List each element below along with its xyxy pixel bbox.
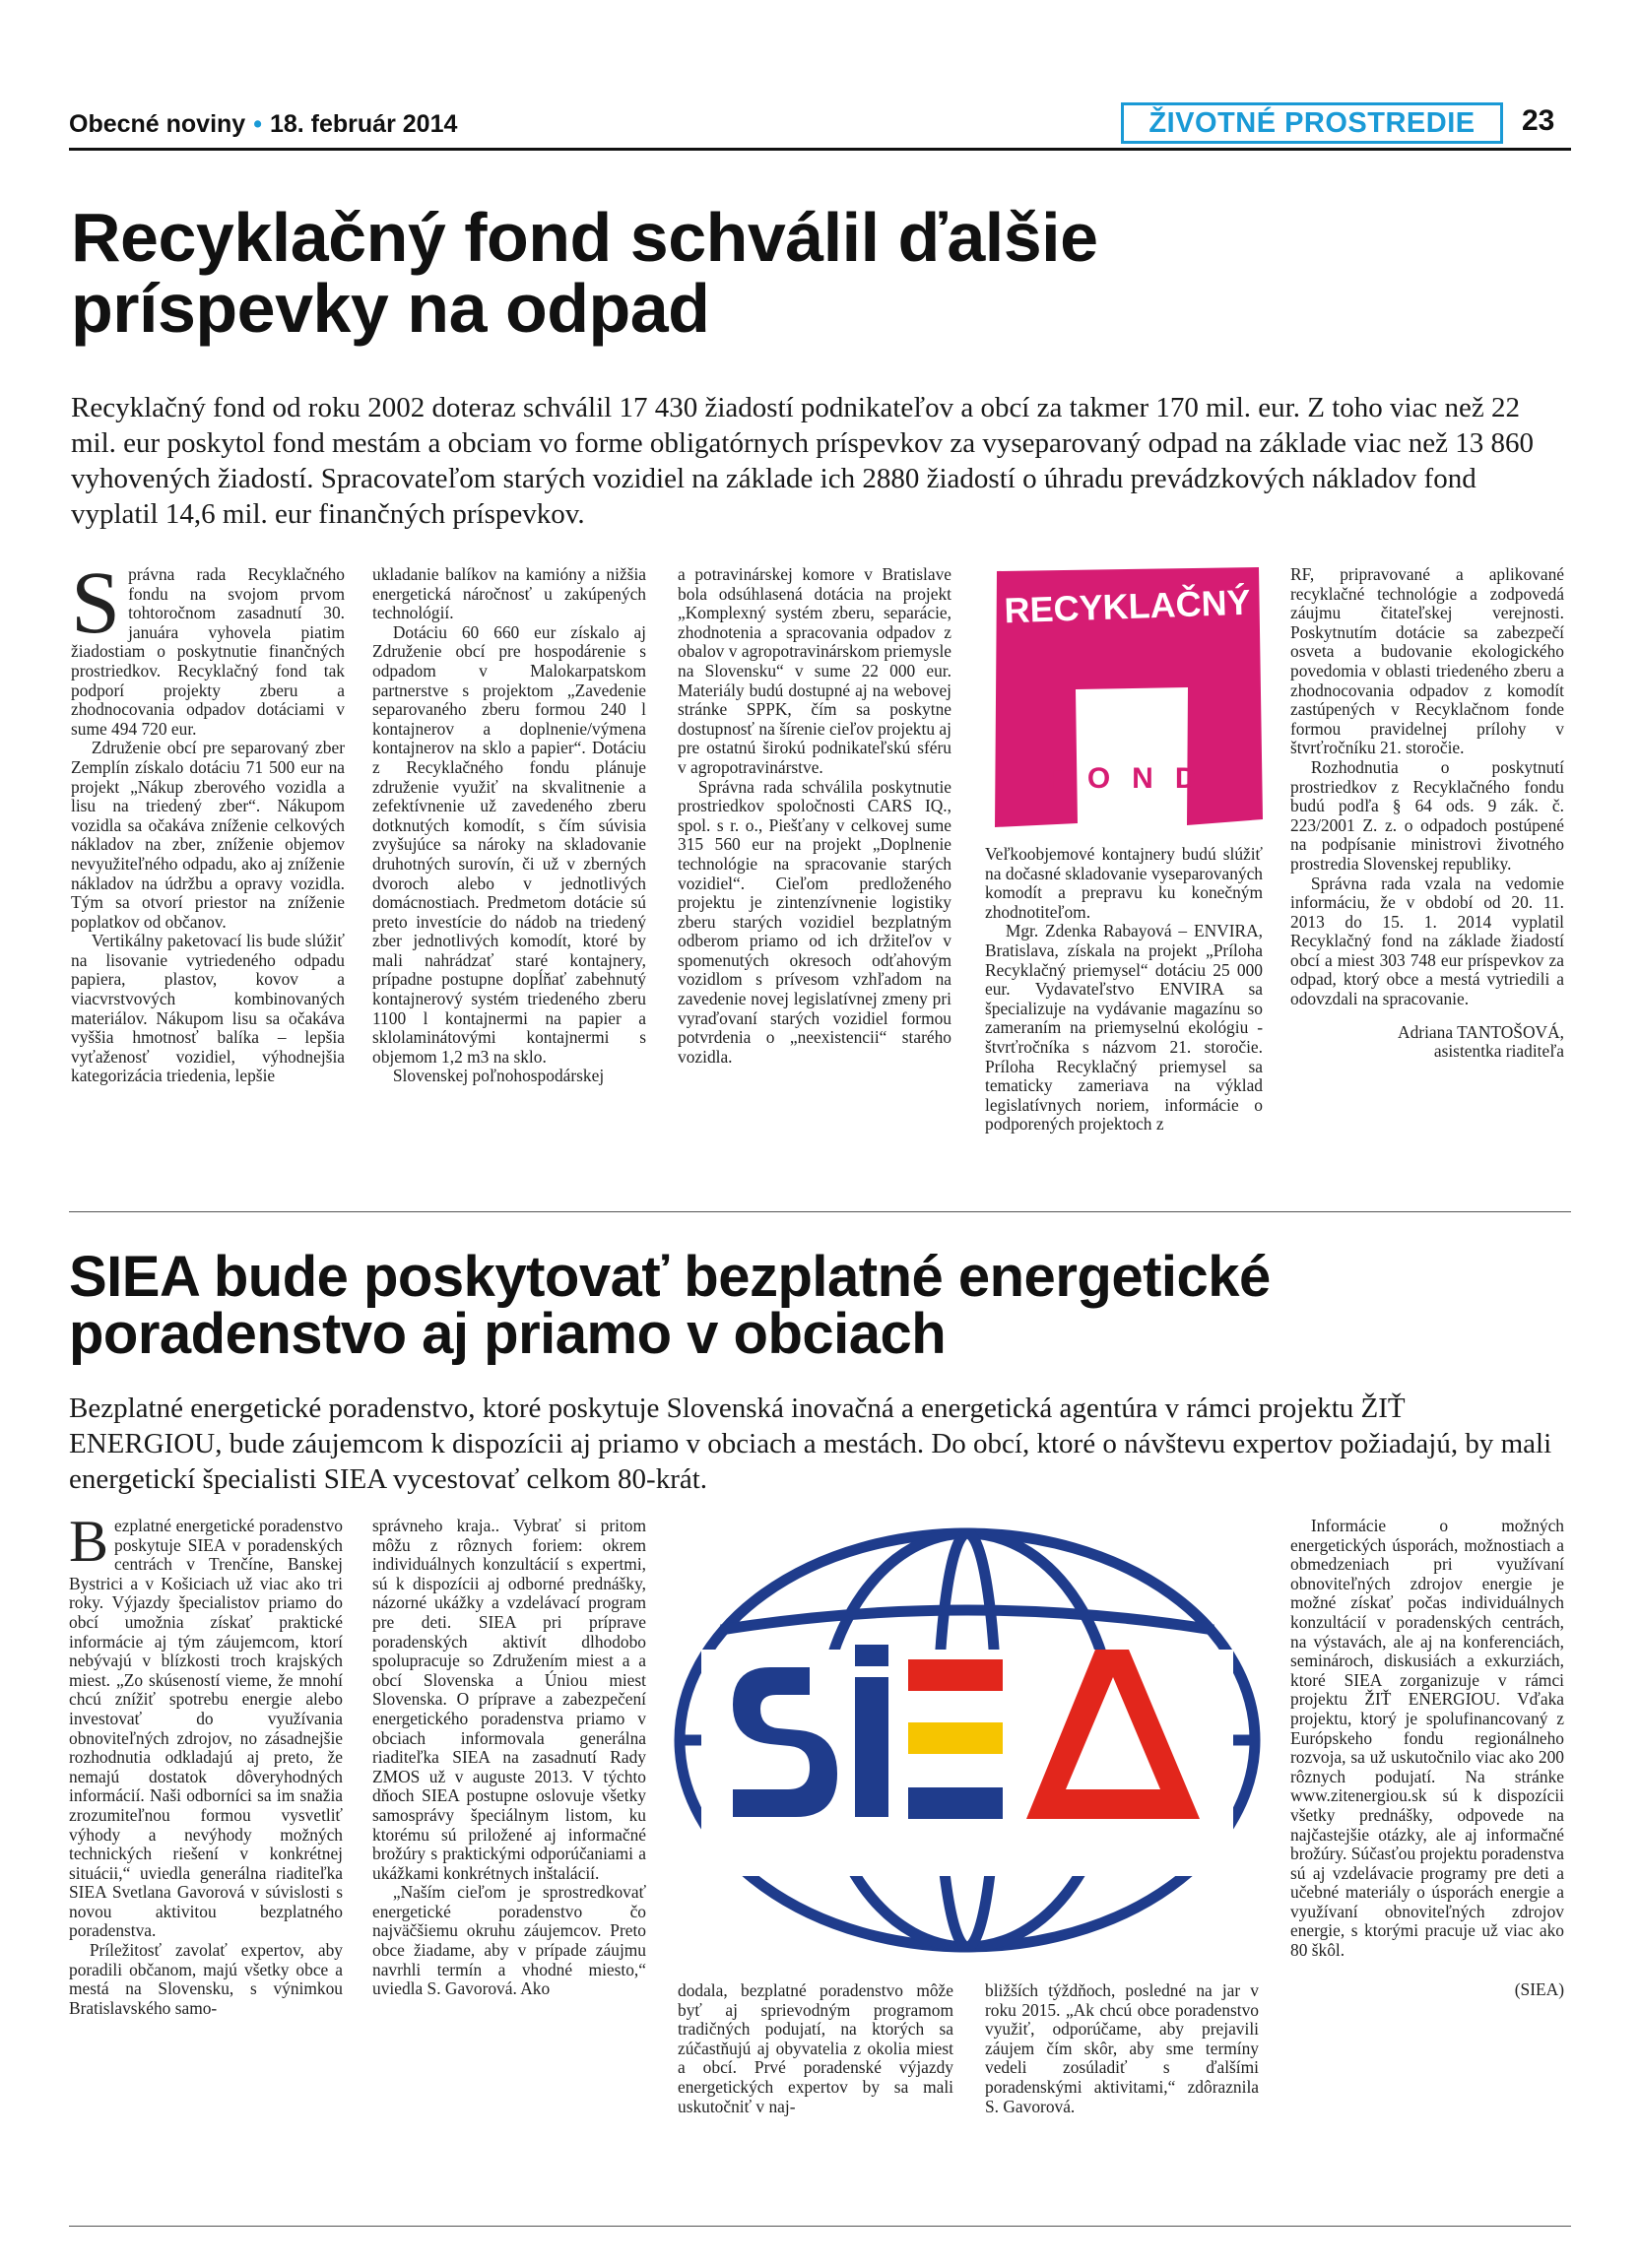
headline-line: príspevky na odpad xyxy=(71,270,710,347)
siea-logo-text: SIEA xyxy=(662,1512,665,1513)
author-role: asistentka riaditeľa xyxy=(1433,1041,1564,1062)
paragraph: dodala, bezplatné poradenstvo môže byť aj sprievodným programom tradičných podujatí, na ktorých sa zúčastňujú aj obyvatelia z okolia miest a obcí. Prvé poradenské výjazdy energetických expertov by sa mali uskutočniť v naj- xyxy=(678,1980,953,2116)
paragraph: Slovenskej poľnohospodárskej xyxy=(392,1066,605,1086)
headline-line: Recyklačný fond schválil ďalšie xyxy=(71,199,1098,276)
article1-column-5 xyxy=(1290,565,1564,1062)
paragraph: „Naším cieľom je sprostredkovať energetické poradenstvo čo najväčšiemu okruhu záujemcov. Preto obce žiadame, aby v prípade záujmu navrhli termín a vhodné miesto,“ uviedla S. Gavorová. Ako xyxy=(372,1882,646,1999)
article2-headline xyxy=(69,1245,1546,1366)
article2-column-3 xyxy=(678,1981,953,2116)
headline-line: poradenstvo aj priamo v obciach xyxy=(69,1302,947,1366)
article2-column-2 xyxy=(372,1517,646,1999)
paragraph: Mgr. Zdenka Rabayová – ENVIRA, Bratislava, získala na projekt „Príloha Recyklačný priemysel“ dotáciu 25 000 eur. Vydavateľstvo ENVIRA sa špecializuje na vydávanie magazínu so zameraním na priemyselnú ekológiu - štvrťročníka s názvom 21. storočie. Príloha Recyklačný priemysel sa tematicky zameriava na výklad legislatívnych noriem, informácie o podporených projektoch z xyxy=(985,921,1263,1134)
paragraph: Správna rada vzala na vedomie informáciu, že v období od 20. 11. 2013 do 15. 1. 2014 vyplatil Recyklačný fond na základe žiadostí obcí a miest 303 748 eur príspevkov za odpad, ktorý obce a mestá vytriedili a odovzdali na spracovanie. xyxy=(1290,873,1564,1009)
paragraph: Vertikálny paketovací lis bude slúžiť na lisovanie vytriedeného odpadu papiera, plastov, kovov a viacvrstvových kombinovaných materiálov. Nákupom lisu sa očakáva vyššia hmotnosť balíka – lepšia vyťaženosť vozidiel, výhodnejšia kategorizácia triedenia, lepšie xyxy=(71,931,345,1086)
article-divider xyxy=(69,1211,1571,1212)
masthead xyxy=(69,110,457,139)
logo-word-bottom: FOND xyxy=(1047,762,1218,795)
paragraph: Veľkoobjemové kontajnery budú slúžiť na dočasné skladovanie vyseparovaných komodít a prepravu ku konečným zhodnotiteľom. xyxy=(985,844,1263,922)
page-number: 23 xyxy=(1522,104,1555,137)
logo-graphic xyxy=(985,561,1271,837)
logo-word-top: RECYKLAČNÝ xyxy=(1003,581,1252,631)
issue-date: 18. február 2014 xyxy=(269,110,458,138)
separator-dot: • xyxy=(253,110,262,138)
article1-column-2 xyxy=(372,565,646,1086)
footer-rule xyxy=(69,2226,1571,2227)
author-name: Adriana TANTOŠOVÁ, xyxy=(1398,1021,1564,1042)
article2-lead: Bezplatné energetické poradenstvo, ktoré poskytuje Slovenská inovačná a energetická agentúra v rámci projektu ŽIŤ ENERGIOU, bude záujemcom k dispozícii aj priamo v obciach a mestách. Do obcí, ktoré o návštevu expertov požiadajú, by mali energetickí špecialisti SIEA vycestovať celkom 80-krát. xyxy=(69,1393,1552,1495)
article1-column-3 xyxy=(678,565,951,1067)
dropcap: S xyxy=(71,554,121,652)
dropcap: B xyxy=(69,1509,109,1574)
article1-lead: Recyklačný fond od roku 2002 doteraz schválil 17 430 žiadostí podnikateľov a obcí za takmer 170 mil. eur. Z toho viac než 22 mil. eur poskytol fond mestám a obciam vo forme obligatórnych príspevkov za vyseparovaný odpad na základe viac než 13 860 vyhovených žiadostí. Spracovateľom starých vozidiel na základe ich 2880 žiadostí o úhradu prevádzkových nákladov fond vyplatil 14,6 mil. eur finančných príspevkov. xyxy=(71,392,1535,530)
paragraph: Informácie o možných energetických úsporách, možnostiach a obmedzeniach pri využívaní obnoviteľných zdrojov energie je možné získať počas individuálnych konzultácií v poradenských centrách, na výstavách, ale aj na konferenciách, seminároch, diskusiách a exkurziách, ktoré SIEA zorganizuje v rámci projektu ŽIŤ ENERGIOU. Vďaka projektu, ktorý je spolufinancovaný z Európskeho fondu regionálneho rozvoja, sa už uskutočnilo viac ako 200 rôznych podujatí. Na stránke www.zitenergiou.sk sú k dispozícii všetky prednášky, odpovede na najčastejšie otázky, ale aj informačné brožúry. Súčasťou projektu poradenstva sú aj vzdelávacie programy pre deti a učebné materiály o úsporách energie a využívaní obnoviteľných zdrojov energie, s ktorými pracuje už viac ako 80 škôl. xyxy=(1290,1516,1564,1961)
recyklacny-fond-logo xyxy=(985,561,1271,837)
paragraph: správneho kraja.. Vybrať si pritom môžu z rôznych foriem: okrem individuálnych konzultácií s expertmi, sú k dispozícii aj odborné prednášky, názorné ukážky a vzdelávací program pre deti. SIEA pri príprave poradenských aktivít dlhodobo spolupracuje so Združením miest a a obcí Slovenska a Úniou miest Slovenska. O príprave a zabezpečení energetického poradenstva priamo v obciach informovala generálna riaditeľka SIEA na zasadnutí Rady ZMOS už v auguste 2013. V týchto dňoch SIEA postupne oslovuje všetky samosprávy špeciálnym listom, ku ktorému sú priložené aj informačné brožúry s praktickými odporúčaniami a ukážkami konkrétnych inštalácií. xyxy=(372,1516,646,1883)
paragraph: Združenie obcí pre separovaný zber Zemplín získalo dotáciu 71 500 eur na projekt „Nákup zberového vozidla a lisu na triedený zber“. Nákupom vozidla sa očakáva zníženie celkových nákladov na zber, zníženie objemov nevyužiteľného odpadu, ako aj zníženie nákladov na údržbu a opravy vozidla. Tým sa otvorí priestor na zníženie poplatkov od občanov. xyxy=(71,738,345,932)
paragraph: Dotáciu 60 660 eur získalo aj Združenie obcí pre hospodárenie s odpadom v Malokarpatskom partnerstve s projektom „Zavedenie separovaného zberu formou 240 l kontajnerov a doplnenie/výmena kontajnerov na sklo a papier“. Dotáciu z Recyklačného fondu plánuje združenie využiť na skvalitnenie a zefektívnenie už zavedeného zberu dotknutých komodít, s čím súvisia zvyšujúce sa nároky na skladovanie druhotných surovín, či už v zberných dvoroch alebo v jednotlivých domácnostiach. Predmetom dotácie sú preto investície do nádob na triedený zber jednotlivých komodít, ktoré by mali nahrádzať staré kontajnery, prípadne postupne dopĺňať zabehnutý kontajnerový systém triedeného zberu 1100 l kontajnermi na papier a sklolaminátovými kontajnermi s objemom 1,2 m3 na sklo. xyxy=(372,621,646,1067)
article2-column-5 xyxy=(1290,1517,1564,1999)
paragraph: Príležitosť zavolať expertov, aby poradili občanom, majú všetky obce a mestá na Slovensku, s výnimkou Bratislavského samo- xyxy=(69,1940,343,2018)
article1-column-1 xyxy=(71,554,345,1086)
paragraph: RF, pripravované a aplikované recyklačné technológie a zodpovedá záujmu čitateľskej verejnosti. Poskytnutím dotácie sa zabezpečí osveta a budovanie ekologického povedomia v oblasti triedeného zberu a zhodnocovania odpadov z komodít zastúpených v Recyklačnom fonde formou pravidelnej prílohy v štvrťročníku 21. storočie. xyxy=(1290,564,1564,758)
paragraph: Správna rada schválila poskytnutie prostriedkov spoločnosti CARS IQ., spol. s r. o., Piešťany v celkovej sume 315 560 eur na projekt „Doplnenie technológie na spracovanie starých vozidiel“. Cieľom predloženého projektu je zintenzívnenie logistiky zberu starých vozidiel bezplatným odberom priamo od ich držiteľov v spomenutých okresoch odťahovým vozidlom s prívesom vzhľadom na zavedenie novej legislatívnej zmeny pri vyraďovaní starých vozidiel formou potvrdenia o „neexistencii“ starého vozidla. xyxy=(678,776,951,1067)
article1-headline xyxy=(71,199,1548,347)
paragraph: a potravinárskej komore v Bratislave bola odsúhlasená dotácia na projekt „Komplexný systém zberu, separácie, zhodnotenia a spracovania odpadov z obalov v agropotravinárskom priemysle na Slovensku“ v sume 22 000 eur. Materiály budú dostupné aj na webovej stránke SPPK, čím sa poskytne dostupnosť na šírenie cieľov projektu aj pre ostatnú širokú podnikateľskú sféru v agropotravinárstve. xyxy=(678,564,951,777)
siea-globe-graphic xyxy=(662,1512,1273,1965)
article2-column-1 xyxy=(69,1509,343,2018)
paragraph: Rozhodnutia o poskytnutí prostriedkov z Recyklačného fondu budú podľa § 64 ods. 9 zák. č. 223/2001 Z. z. o odpadoch postúpené na podpísanie ministrovi životného prostredia Slovenskej republiky. xyxy=(1290,756,1564,874)
paragraph: bližších týždňoch, posledné na jar v roku 2015. „Ak chcú obce poradenstvo využiť, odporúčame, aby prejavili záujem čím skôr, aby sme termíny vedeli zosúladiť s ďalšími poradenskými aktivitami,“ zdôraznila S. Gavorová. xyxy=(985,1980,1259,2116)
siea-logo xyxy=(662,1512,1273,1965)
article1-column-4 xyxy=(985,845,1263,1134)
signature: (SIEA) xyxy=(1514,1978,1564,1999)
headline-line: SIEA bude poskytovať bezplatné energetické xyxy=(69,1245,1271,1309)
header-rule xyxy=(69,148,1571,151)
paragraph: ezplatné energetické poradenstvo poskytuje SIEA v poradenských centrách v Trenčíne, Banskej Bystrici a v Košiciach už viac ako tri roky. Výjazdy špecialistov priamo do obcí umožnia získať praktické informácie aj tým záujemcom, ktorí nebývajú v blízkosti troch krajských miest. „Zo skúseností vieme, že mnohí chcú znížiť spotrebu energie alebo investovať do využívania obnoviteľných zdrojov, no zásadnejšie rozhodnutia odkladajú aj preto, že nemajú dostatok dôveryhodných informácií. Naši odborníci sa im snažia zrozumiteľnou formou vysvetliť výhody a nevýhody možných technických riešení v konkrétnej situácii,“ uviedla generálna riaditeľka SIEA Svetlana Gavorová v súvislosti s novou aktivitou bezplatného poradenstva. xyxy=(69,1516,343,1941)
publication-name: Obecné noviny xyxy=(69,110,246,138)
paragraph: ukladanie balíkov na kamióny a nižšia energetická náročnosť u zakúpených technológií. xyxy=(372,564,646,623)
paragraph: právna rada Recyklačného fondu na svojom prvom tohtoročnom zasadnutí 30. januára vyhovela piatim žiadostiam o poskytnutie finančných prostriedkov. Recyklačný fond tak podporí projekty zberu a zhodnocovania odpadov dotáciami v sume 494 720 eur. xyxy=(71,564,345,739)
section-label: ŽIVOTNÉ PROSTREDIE xyxy=(1121,102,1503,144)
article2-column-4 xyxy=(985,1981,1259,2116)
